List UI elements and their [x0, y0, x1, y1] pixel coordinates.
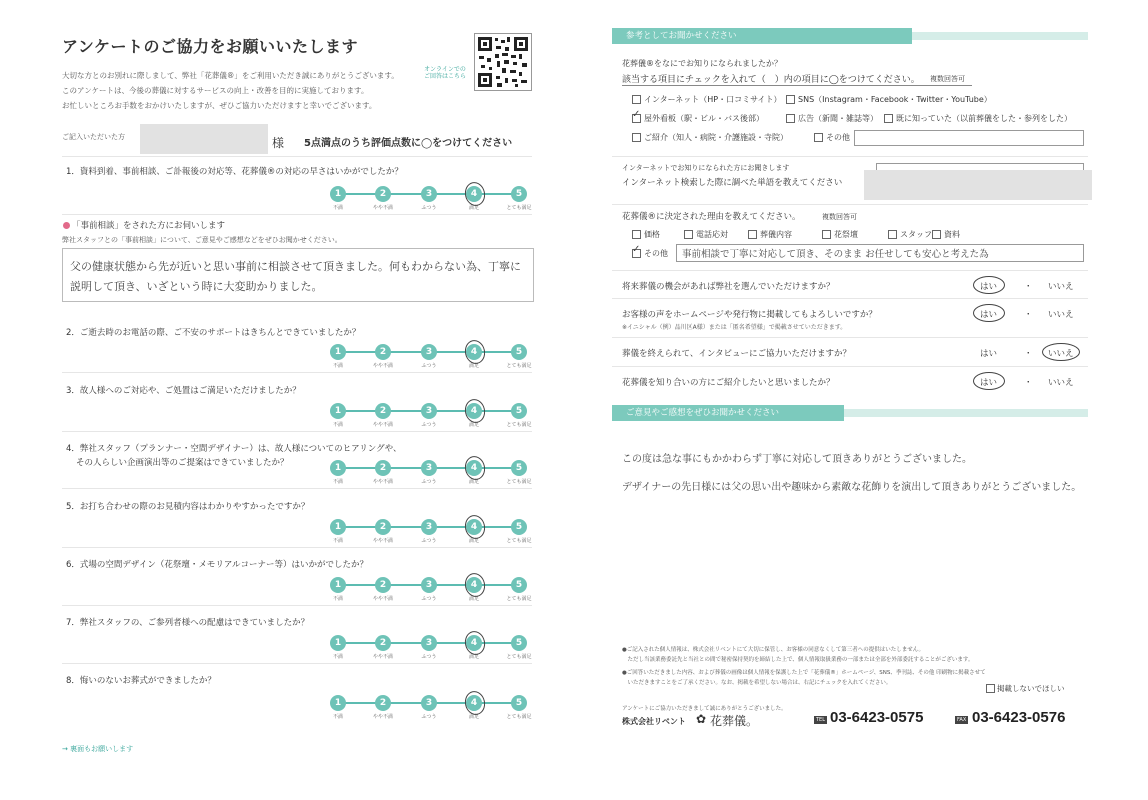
rating-option-2[interactable]: 2	[375, 460, 391, 476]
question-7-text: 7．弊社スタッフの、ご参列者様への配慮はできていましたか？	[66, 618, 310, 628]
selected-answer-circle	[973, 276, 1005, 294]
question-1-text: 1．資料到着、事前相談、ご訃報後の対応等、花葬儀®の対応の早さはいかがでしたか？	[66, 167, 403, 177]
rating-option-1[interactable]: 1	[330, 186, 346, 202]
reason-other-label: その他	[644, 249, 668, 258]
consult-title: 「事前相談」をされた方にお伺いします	[72, 221, 226, 231]
name-field-redacted	[140, 124, 268, 154]
question-8-text: 8．悔いのないお葬式ができましたか？	[66, 676, 216, 686]
rating-label: 満足	[468, 538, 479, 544]
selected-answer-circle	[1042, 343, 1080, 361]
divider	[612, 337, 1088, 338]
reason-other-answer: 事前相談で丁寧に対応して頂き、そのまま お任せしても安心と考えた為	[682, 249, 989, 260]
how-multi: 複数回答可	[930, 75, 965, 83]
rating-label: 不満	[332, 422, 343, 428]
selected-answer-circle	[973, 304, 1005, 322]
rating-label: 満足	[468, 654, 479, 660]
rating-label: ふつう	[421, 422, 437, 428]
rating-label: やや不満	[372, 205, 393, 211]
reason-question: 花葬儀®に決定された理由を教えてください。	[622, 212, 801, 222]
band-tail	[912, 32, 1088, 40]
rating-option-4[interactable]: 4	[466, 186, 482, 202]
rating-option-5[interactable]: 5	[511, 403, 527, 419]
divider	[62, 372, 532, 373]
rating-option-1[interactable]: 1	[330, 403, 346, 419]
rating-label: 不満	[332, 205, 343, 211]
rating-label: ふつう	[421, 596, 437, 602]
reason-option-checkbox[interactable]	[932, 230, 941, 239]
rating-option-3[interactable]: 3	[421, 695, 437, 711]
rating-option-2[interactable]: 2	[375, 344, 391, 360]
no-option[interactable]: いいえ	[1048, 378, 1074, 388]
back-page-note: → 裏面もお願いします	[62, 745, 134, 753]
divider	[612, 156, 1088, 157]
rating-option-2[interactable]: 2	[375, 635, 391, 651]
rating-option-4[interactable]: 4	[466, 403, 482, 419]
rating-label: 不満	[332, 714, 343, 720]
privacy-line-1: ●ご記入された個人情報は、株式会社リベントにて大切に保管し、お客様の同意なくして第三者への提供はいたしません。	[622, 647, 925, 653]
reason-option-label: 資料	[944, 230, 960, 239]
divider	[612, 204, 1088, 205]
divider	[612, 298, 1088, 299]
rating-option-5[interactable]: 5	[511, 635, 527, 651]
privacy-line-3: ●ご回答いただきました内容、および葬儀の画像は個人情報を保護した上で「花葬儀®」ホームページ、SNS、季刊誌、その他 印刷物に掲載させて	[622, 670, 986, 676]
how-option-checkbox[interactable]	[786, 95, 795, 104]
rating-option-2[interactable]: 2	[375, 403, 391, 419]
rating-option-3[interactable]: 3	[421, 186, 437, 202]
no-publish-label: 掲載しないでほしい	[997, 684, 1065, 693]
how-sub: 該当する項目にチェックを入れて（ ）内の項目に◯をつけてください。	[622, 75, 920, 85]
how-question: 花葬儀®をなにでお知りになられましたか？	[622, 59, 782, 68]
rating-label: 不満	[332, 538, 343, 544]
opinion-band: ご意見やご感想をぜひお聞かせください	[612, 405, 844, 421]
privacy-line-2: ただし当該業務委託先と当社との間で秘密保持契約を締結した上で、個人情報取扱業務の一部または全部を外部委託することがございます。	[622, 657, 974, 663]
rating-label: やや不満	[372, 479, 393, 485]
intro-line-1: 大切な方とのお別れに際しまして、弊社「花葬儀®」をご利用いただき誠にありがとうございます。	[62, 71, 399, 80]
yesno-question-1: 将来葬儀の機会があれば弊社を選んでいただけますか？	[622, 282, 835, 292]
question-4-text-2: その人らしい企画演出等のご提案はできていましたか？	[76, 458, 289, 468]
opinion-line-1: この度は急な事にもかかわらず丁寧に対応して頂きありがとうございました。	[622, 454, 972, 465]
reason-option-label: 電話応対	[696, 230, 728, 239]
reason-option-checkbox[interactable]	[632, 230, 641, 239]
how-option-checkbox[interactable]	[786, 114, 795, 123]
rating-option-2[interactable]: 2	[375, 186, 391, 202]
rating-option-4[interactable]: 4	[466, 344, 482, 360]
reason-option-label: 葬儀内容	[760, 230, 792, 239]
fax-badge: FAX	[957, 717, 967, 723]
rating-label: とても満足	[506, 654, 532, 660]
no-option[interactable]: いいえ	[1048, 282, 1074, 292]
reason-option-label: 花祭壇	[834, 230, 858, 239]
honorific: 様	[272, 136, 285, 150]
how-option-label: その他	[826, 133, 850, 142]
rating-option-5[interactable]: 5	[511, 344, 527, 360]
intro-line-2: このアンケートは、今後の葬儀に対するサービスの向上・改善を目的に実施しております。	[62, 86, 369, 95]
rating-label: 不満	[332, 479, 343, 485]
question-6-text: 6．式場の空間デザイン（花祭壇・メモリアルコーナー等）はいかがでしたか？	[66, 560, 368, 570]
how-option-label: SNS（Instagram・Facebook・Twitter・YouTube）	[798, 95, 992, 104]
rating-label: 不満	[332, 596, 343, 602]
how-option-checkbox[interactable]	[884, 114, 893, 123]
rating-label: やや不満	[372, 654, 393, 660]
yesno-question-4: 花葬儀を知り合いの方にご紹介したいと思いましたか？	[622, 378, 835, 388]
how-option-label: 広告（新聞・雑誌等）	[798, 114, 878, 123]
divider	[62, 488, 532, 489]
selected-answer-circle	[973, 372, 1005, 390]
opinion-line-2: デザイナーの先日様には父の思い出や趣味から素敵な花飾りを演出して頂きありがとうございました。	[622, 482, 1082, 493]
brand-logo-flower-icon: ✿	[696, 712, 707, 726]
rating-label: やや不満	[372, 363, 393, 369]
rating-label: ふつう	[421, 479, 437, 485]
rating-label: とても満足	[506, 363, 532, 369]
rating-option-5[interactable]: 5	[511, 695, 527, 711]
rating-label: やや不満	[372, 596, 393, 602]
how-option-checkbox[interactable]	[632, 95, 641, 104]
rating-option-2[interactable]: 2	[375, 519, 391, 535]
rating-option-3[interactable]: 3	[421, 635, 437, 651]
privacy-line-4: いただきますことをご了承ください。なお、掲載を希望しない場合は、右記にチェックを入れてください。	[622, 680, 892, 686]
internet-q1: インターネットでお知りになられた方にお聞きします	[622, 164, 790, 172]
reason-other-check-icon: ✓	[632, 244, 641, 255]
bullet-icon	[63, 222, 70, 229]
tel-number[interactable]: 03-6423-0575	[830, 709, 924, 726]
thanks-note: アンケートにご協力いただきまして誠にありがとうございました。	[622, 706, 787, 712]
yesno-question-2: お客様の声をホームページや発行物に掲載してもよろしいですか？	[622, 310, 877, 320]
rating-label: 満足	[468, 422, 479, 428]
rating-option-1[interactable]: 1	[330, 519, 346, 535]
rating-option-4[interactable]: 4	[466, 460, 482, 476]
rating-option-5[interactable]: 5	[511, 577, 527, 593]
separator-dot: ・	[1024, 349, 1033, 359]
rating-label: とても満足	[506, 422, 532, 428]
question-4-text: 4．弊社スタッフ（プランナー・空間デザイナー）は、故人様についてのヒアリングや、	[66, 444, 402, 454]
rating-option-1[interactable]: 1	[330, 344, 346, 360]
brand-name: 花葬儀。	[710, 714, 759, 728]
rating-label: 満足	[468, 363, 479, 369]
reason-option-checkbox[interactable]	[748, 230, 757, 239]
name-label: ご記入いただいた方	[62, 133, 125, 141]
question-2-text: 2．ご逝去時のお電話の際、ご不安のサポートはきちんとできていましたか？	[66, 328, 361, 338]
consult-answer-line-2: 説明して頂き、いざという時に大変助かりました。	[70, 280, 323, 293]
rating-label: やや不満	[372, 422, 393, 428]
reason-option-label: 価格	[644, 230, 660, 239]
no-option[interactable]: いいえ	[1048, 349, 1074, 359]
reason-option-checkbox[interactable]	[822, 230, 831, 239]
rating-option-4[interactable]: 4	[466, 635, 482, 651]
divider	[62, 663, 532, 664]
search-words-redacted	[864, 170, 1092, 200]
rating-label: 不満	[332, 654, 343, 660]
rating-option-3[interactable]: 3	[421, 344, 437, 360]
rating-label: とても満足	[506, 479, 532, 485]
rating-option-4[interactable]: 4	[466, 519, 482, 535]
reason-multi: 複数回答可	[822, 213, 857, 221]
rating-label: やや不満	[372, 714, 393, 720]
rating-option-1[interactable]: 1	[330, 635, 346, 651]
rating-option-3[interactable]: 3	[421, 403, 437, 419]
rating-option-1[interactable]: 1	[330, 577, 346, 593]
rating-label: とても満足	[506, 205, 532, 211]
rating-option-5[interactable]: 5	[511, 460, 527, 476]
rating-label: とても満足	[506, 714, 532, 720]
reference-band: 参考としてお聞かせください	[612, 28, 912, 44]
rating-label: 不満	[332, 363, 343, 369]
rating-option-1[interactable]: 1	[330, 695, 346, 711]
separator-dot: ・	[1024, 378, 1033, 388]
underline	[622, 85, 972, 86]
how-option-checkbox[interactable]	[814, 133, 823, 142]
survey-title: アンケートのご協力をお願いいたします	[62, 37, 359, 56]
qr-caption: オンラインでの ご回答はこちら	[424, 66, 467, 80]
qr-code[interactable]	[474, 33, 532, 91]
intro-line-3: お忙しいところお手数をおかけいたしますが、ぜひご協力いただけますと幸いでございます。	[62, 101, 377, 110]
consult-answer-line-1: 父の健康状態から先が近いと思い事前に相談させて頂きました。何もわからない為、丁寧に	[70, 260, 521, 273]
qr-code-icon	[475, 34, 531, 90]
rating-option-3[interactable]: 3	[421, 519, 437, 535]
check-icon: ✓	[632, 109, 641, 120]
tel-badge: TEL	[816, 717, 825, 723]
rating-label: やや不満	[372, 538, 393, 544]
rating-label: とても満足	[506, 538, 532, 544]
reason-option-checkbox[interactable]	[888, 230, 897, 239]
no-publish-checkbox[interactable]	[986, 684, 995, 693]
yes-option[interactable]: はい	[980, 378, 998, 388]
divider	[62, 605, 532, 606]
rating-instruction: 5点満点のうち評価点数に◯をつけてください	[304, 138, 513, 149]
separator-dot: ・	[1024, 310, 1033, 320]
rating-label: 満足	[468, 714, 479, 720]
rating-label: 満足	[468, 205, 479, 211]
question-5-text: 5．お打ち合わせの際のお見積内容はわかりやすかったですか？	[66, 502, 310, 512]
divider	[612, 270, 1088, 271]
yesno-question-3: 葬儀を終えられて、インタビューにご協力いただけますか？	[622, 349, 851, 359]
reason-option-label: スタッフ	[900, 230, 932, 239]
divider	[62, 431, 532, 432]
divider	[62, 214, 532, 215]
company-name: 株式会社リベント	[622, 717, 686, 726]
yes-option[interactable]: はい	[980, 282, 998, 292]
fax-number[interactable]: 03-6423-0576	[972, 709, 1066, 726]
how-option-checkbox[interactable]	[632, 133, 641, 142]
rating-option-2[interactable]: 2	[375, 695, 391, 711]
question-3-text: 3．故人様へのご対応や、ご処置はご満足いただけましたか？	[66, 386, 301, 396]
rating-label: 満足	[468, 596, 479, 602]
rating-option-2[interactable]: 2	[375, 577, 391, 593]
yesno-note: ※イニシャル（例）品川区A様）または「匿名希望様」で掲載させていただきます。	[622, 324, 847, 331]
separator-dot: ・	[1024, 282, 1033, 292]
how-option-label: 屋外看板（駅・ビル・バス後部）	[644, 114, 764, 123]
divider	[62, 156, 532, 157]
consult-sub: 弊社スタッフとの「事前相談」について、ご意見やご感想などをぜひお聞かせください。	[62, 236, 342, 244]
band-tail	[844, 409, 1088, 417]
divider	[62, 547, 532, 548]
internet-q2: インターネット検索した際に調べた単語を教えてください	[622, 178, 843, 188]
rating-label: とても満足	[506, 596, 532, 602]
yes-option[interactable]: はい	[980, 310, 998, 320]
rating-option-5[interactable]: 5	[511, 519, 527, 535]
rating-label: 満足	[468, 479, 479, 485]
reason-option-checkbox[interactable]	[684, 230, 693, 239]
rating-label: ふつう	[421, 654, 437, 660]
rating-label: ふつう	[421, 538, 437, 544]
yes-option[interactable]: はい	[980, 349, 998, 359]
how-option-label: ご紹介（知人・病院・介護施設・寺院）	[644, 133, 788, 142]
how-option-label: インターネット（HP・口コミサイト）	[644, 95, 782, 104]
rating-option-3[interactable]: 3	[421, 577, 437, 593]
rating-option-3[interactable]: 3	[421, 460, 437, 476]
rating-label: ふつう	[421, 714, 437, 720]
how-option-label: 既に知っていた（以前葬儀をした・参列をした）	[896, 114, 1072, 123]
rating-option-4[interactable]: 4	[466, 577, 482, 593]
rating-option-1[interactable]: 1	[330, 460, 346, 476]
rating-option-5[interactable]: 5	[511, 186, 527, 202]
divider	[612, 366, 1088, 367]
no-option[interactable]: いいえ	[1048, 310, 1074, 320]
how-other-box[interactable]	[854, 130, 1084, 146]
rating-option-4[interactable]: 4	[466, 695, 482, 711]
rating-label: ふつう	[421, 363, 437, 369]
rating-label: ふつう	[421, 205, 437, 211]
